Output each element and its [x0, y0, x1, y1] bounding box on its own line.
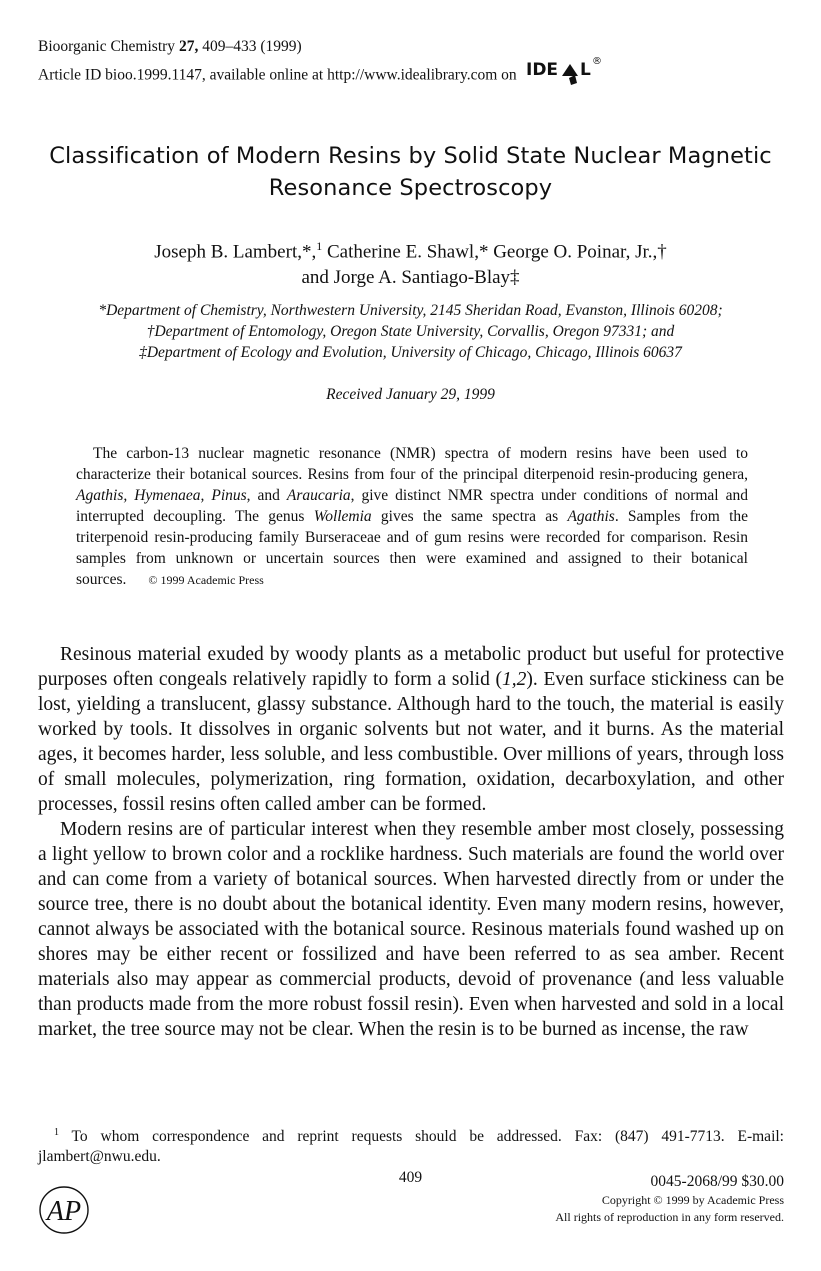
academic-press-logo	[38, 1185, 90, 1240]
ideal-logo-text-l: L	[579, 60, 591, 80]
abstract-text-2: , and	[246, 487, 287, 504]
author-footnote-mark: 1	[316, 239, 323, 253]
footer-rights: All rights of reproduction in any form reserved.	[555, 1210, 784, 1224]
affiliation-oregon-state: †Department of Entomology, Oregon State University, Corvallis, Oregon 97331; and	[146, 323, 675, 340]
affiliations	[0, 300, 821, 363]
article-id-line	[38, 57, 603, 95]
paragraph-1-text-b: ). Even surface stickiness can be lost, yielding a translucent, glassy substance. Although hard to the touch, the material is easily worked by tools. It dissolves in organic solvents but not water, and it burns. As the material ages, it becomes harder, less soluble, and less combustible. Over millions of years, through loss of small molecules, polymerization, ring formation, oxidation, decarboxylation, and other processes, fossil resins often called amber can be formed.	[38, 669, 785, 815]
affiliation-northwestern: *Department of Chemistry, Northwestern University, 2145 Sheridan Road, Evanston, Illinois 60208;	[98, 302, 723, 319]
abstract-copyright: © 1999 Academic Press	[148, 573, 264, 587]
authors-line-1	[0, 233, 821, 265]
paragraph-2: Modern resins are of particular interest when they resemble amber most closely, possessing a light yellow to brown color and a rocklike hardness. Such materials are found the world over and can come from a variety of botanical sources. When harvested directly from or under the source tree, there is no doubt about the botanical identity. Even many modern resins, however, cannot always be associated with the botanical source. Resinous materials found washed up on shores may be either recent or fossilized and have been referred to as sea amber. Recent materials also may appear as commercial products, devoid of provenance (and less valuable than products made from the more robust fossil resin). Even when harvested and sold in a local market, the tree source may not be clear. When the resin is to be burned as incense, the raw	[38, 819, 784, 1040]
article-title	[0, 140, 821, 204]
paragraph-1	[38, 642, 784, 817]
title-line-1: Classification of Modern Resins by Solid State Nuclear Magnetic	[49, 143, 772, 169]
ideal-logo-peak-icon	[562, 64, 578, 76]
journal-citation	[38, 36, 603, 57]
issn-price: 0045-2068/99 $30.00	[650, 1173, 784, 1190]
author-list	[0, 233, 821, 291]
body-text	[38, 642, 784, 1042]
ideal-logo-drop-icon	[569, 75, 577, 85]
abstract-text-1: The carbon-13 nuclear magnetic resonance (NMR) spectra of modern resins have been used to characterize their botanical sources. Resins from four of the principal diterpenoid resin-producing genera,	[76, 445, 748, 483]
ideal-logo-text-ide: IDE	[525, 60, 558, 80]
logo-ap-text: AP	[46, 1196, 82, 1227]
authors-rest: Catherine E. Shawl,* George O. Poinar, Jr.,†	[322, 241, 667, 263]
paragraph-1-text-a: Resinous material exuded by woody plants as a metabolic product but useful for protective purposes often congeals relatively rapidly to form a solid (	[38, 644, 784, 690]
abstract-araucaria: Araucaria	[286, 487, 351, 504]
abstract	[76, 443, 748, 591]
authors-line-2: and Jorge A. Santiago-Blay‡	[301, 267, 520, 289]
footer-copyright: Copyright © 1999 by Academic Press	[601, 1193, 784, 1207]
abstract-agathis: Agathis	[567, 508, 615, 525]
footer-rights-block	[555, 1172, 784, 1226]
abstract-genera: Agathis, Hymenaea, Pinus	[76, 487, 247, 504]
article-id-text: Article ID bioo.1999.1147, available online at http://www.idealibrary.com on	[38, 66, 517, 84]
citation-ref: 1,2	[502, 669, 527, 690]
abstract-text-4: gives the same spectra as	[371, 508, 568, 525]
footnote-mark: 1	[54, 1127, 59, 1138]
running-header	[38, 36, 603, 95]
abstract-wollemia: Wollemia	[313, 508, 372, 525]
journal-name: Bioorganic Chemistry	[38, 38, 176, 55]
journal-pages-year: 409–433 (1999)	[202, 38, 302, 55]
ideal-logo	[525, 55, 603, 93]
journal-volume: 27,	[178, 38, 199, 55]
author-lambert: Joseph B. Lambert,*,	[154, 241, 317, 263]
abstract-text-5: . Samples from the triterpenoid resin-producing family Burseraceae and of gum resins were recorded for comparison. Resin samples from unknown or uncertain sources then were examined and assigned to their botanical sources.	[76, 508, 748, 588]
footnote	[38, 1123, 784, 1167]
footnote-text: To whom correspondence and reprint requests should be addressed. Fax: (847) 491-7713. E-mail: jlambert@nwu.edu.	[38, 1128, 784, 1166]
title-line-2: Resonance Spectroscopy	[268, 175, 553, 201]
registered-mark: ®	[591, 56, 602, 67]
received-date: Received January 29, 1999	[326, 386, 495, 403]
affiliation-chicago: ‡Department of Ecology and Evolution, University of Chicago, Chicago, Illinois 60637	[139, 344, 682, 361]
page-number: 409	[398, 1169, 423, 1186]
abstract-text-3: , give distinct NMR spectra under conditions of normal and interrupted decoupling. The genus	[76, 487, 748, 525]
ideal-logo-graphic	[525, 55, 603, 87]
academic-press-logo-graphic	[38, 1185, 90, 1235]
